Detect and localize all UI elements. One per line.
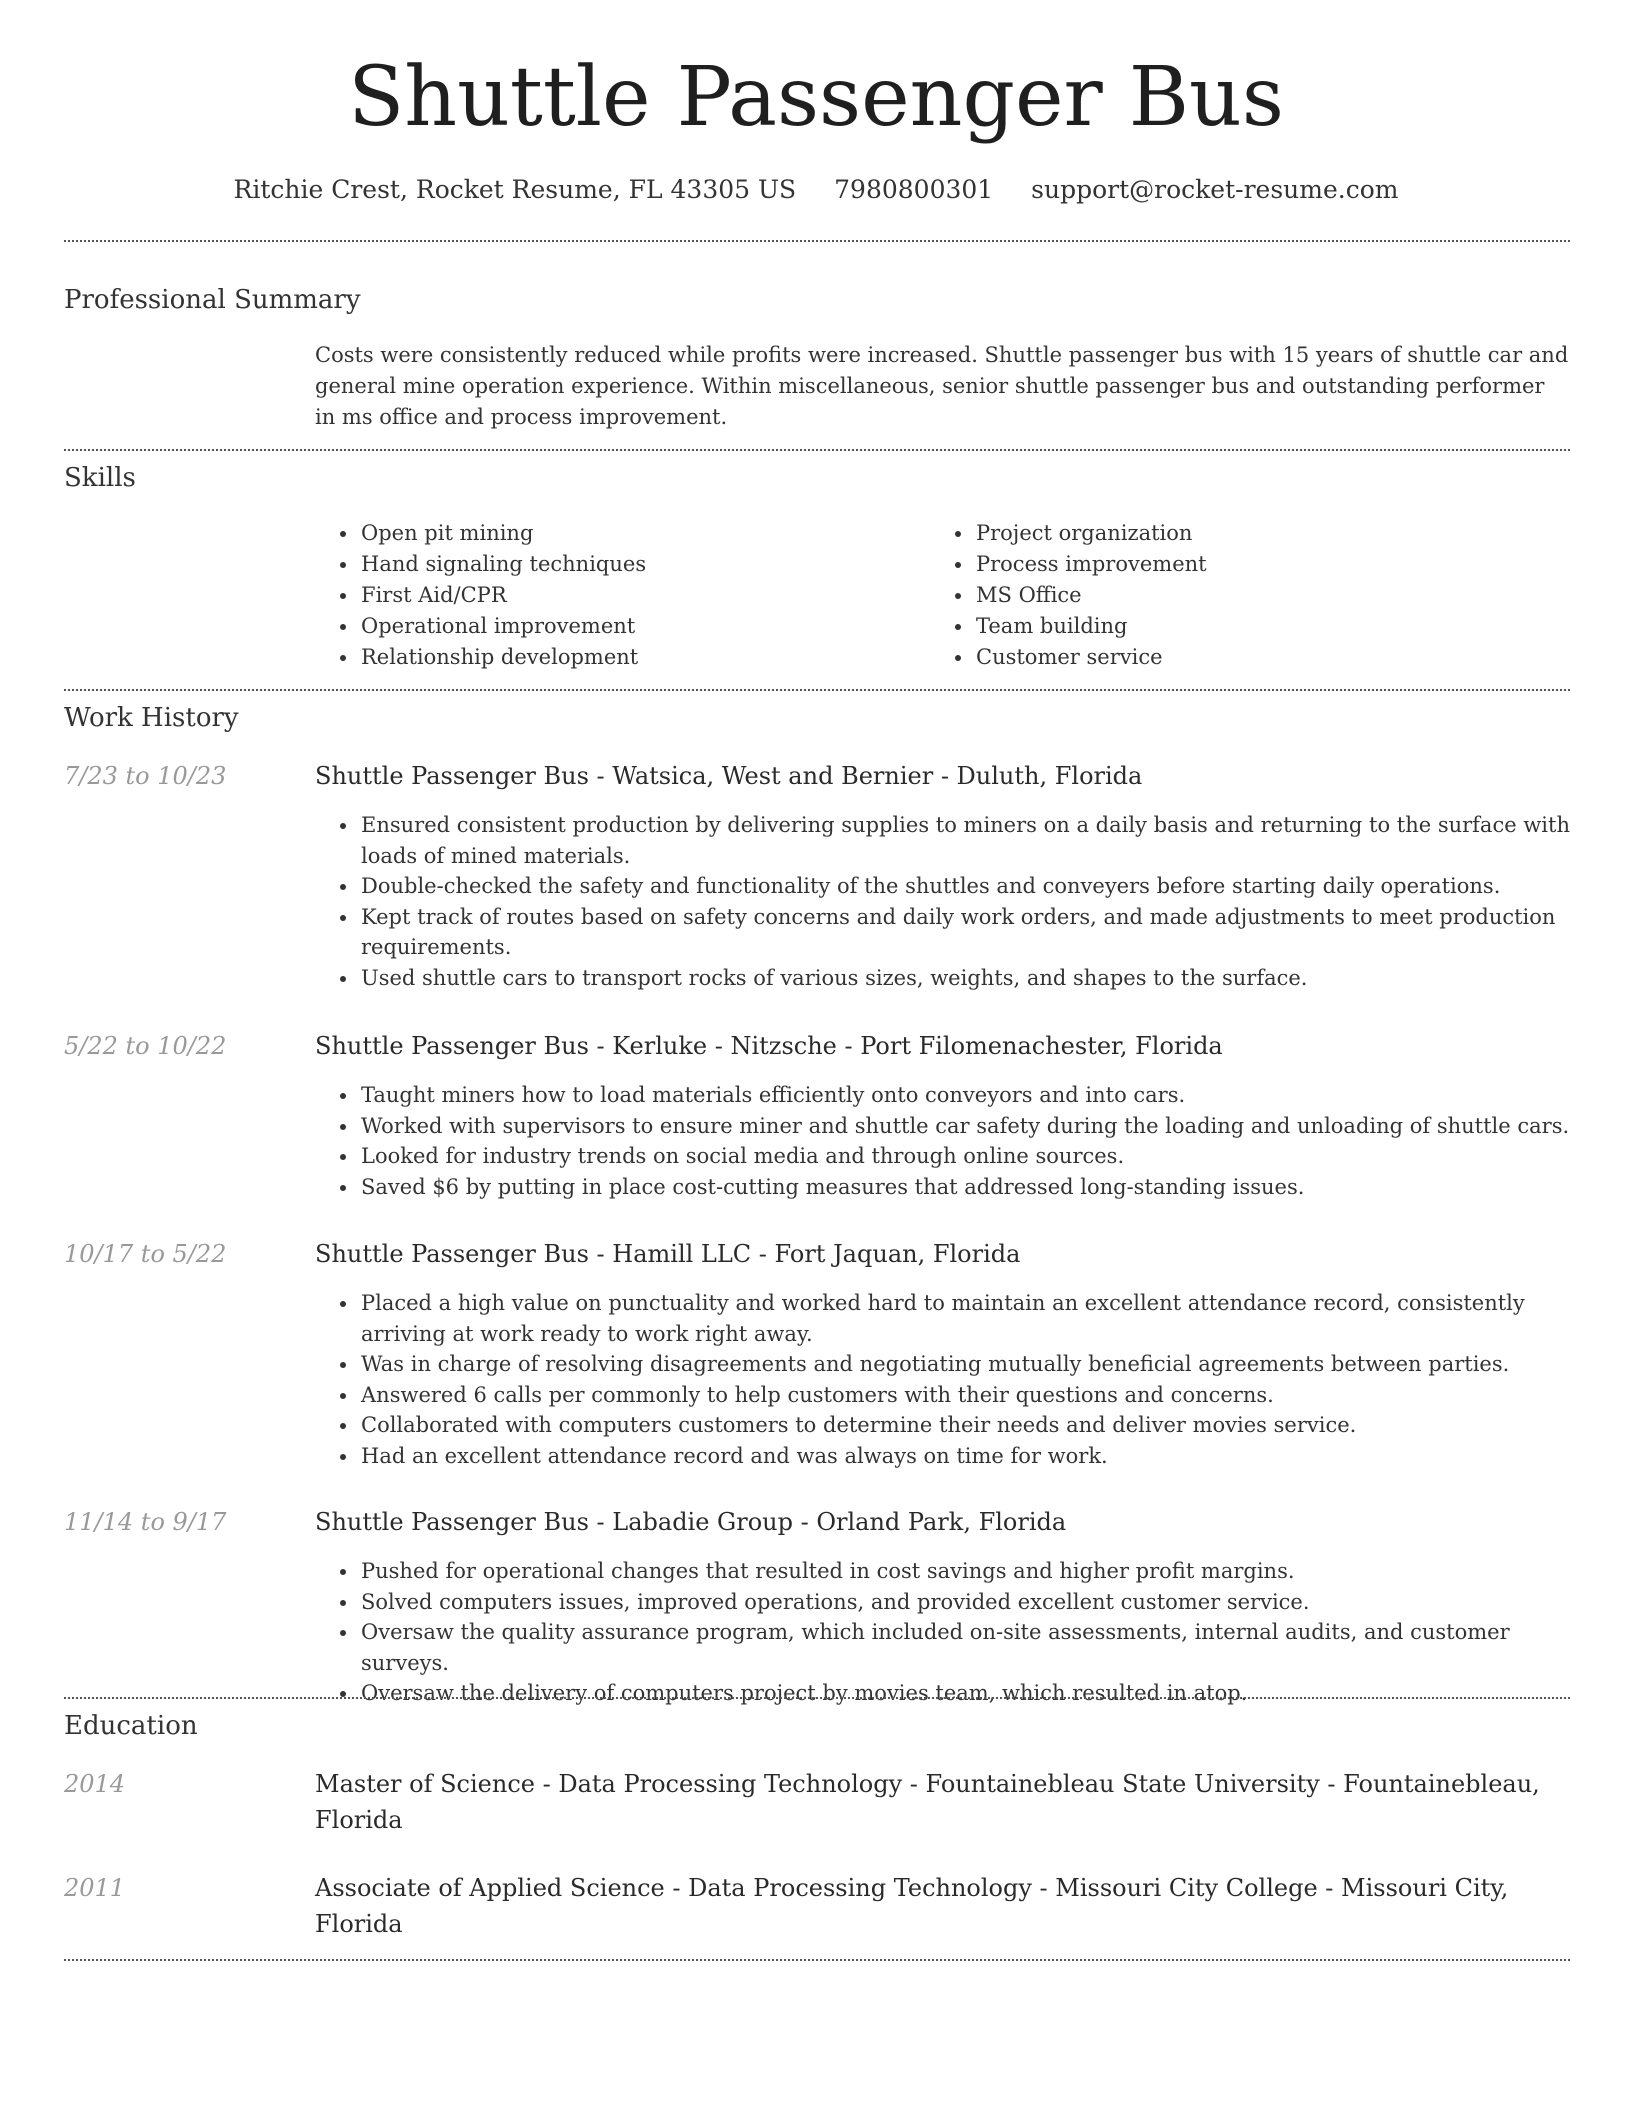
job-dates: 7/23 to 10/23 (64, 762, 227, 790)
job-title: Shuttle Passenger Bus - Labadie Group - Orland Park, Florida (315, 1508, 1067, 1536)
job-bullet: • Oversaw the delivery of computers project by movies team, which resulted in atop. (359, 1678, 1570, 1709)
job-bullet: • Solved computers issues, improved operations, and provided excellent customer service. (359, 1587, 1570, 1618)
job-bullet: • Looked for industry trends on social media and through online sources. (359, 1141, 1570, 1172)
education-year: 2014 (64, 1770, 126, 1798)
skills-list-right (930, 518, 1534, 673)
job-bullet: • Oversaw the quality assurance program, which included on-site assessments, internal audits, and customer surveys. (359, 1617, 1570, 1678)
job-bullet: • Kept track of routes based on safety concerns and daily work orders, and made adjustments to meet production requirements. (359, 902, 1570, 963)
skills-list-left (315, 518, 919, 673)
divider (64, 1959, 1570, 1961)
summary-text: Costs were consistently reduced while profits were increased. Shuttle passenger bus with 15 years of shuttle car and general mine operation experience. Within miscellaneous, senior shuttle passenger bus and outstanding performer in ms office and process improvement. (315, 343, 1569, 429)
skill-item: • Open pit mining (359, 518, 919, 549)
divider (64, 1697, 1570, 1699)
job-bullet: • Had an excellent attendance record and was always on time for work. (359, 1441, 1570, 1472)
divider (64, 689, 1570, 691)
skill-item: • Relationship development (359, 642, 919, 673)
divider (64, 449, 1570, 451)
job-dates: 10/17 to 5/22 (64, 1240, 227, 1268)
education-heading: Education (64, 1711, 198, 1741)
skills-heading: Skills (64, 463, 136, 493)
job-bullet: • Worked with supervisors to ensure miner and shuttle car safety during the loading and unloading of shuttle cars. (359, 1111, 1570, 1142)
resume-name: Shuttle Passenger Bus (348, 50, 1284, 145)
education-degree: Associate of Applied Science - Data Processing Technology - Missouri City College - Missouri City, Florida (315, 1874, 1509, 1938)
job-dates: 5/22 to 10/22 (64, 1032, 227, 1060)
skill-item: • Customer service (974, 642, 1534, 673)
skill-item: • MS Office (974, 580, 1534, 611)
skill-item: • Team building (974, 611, 1534, 642)
skill-item: • Operational improvement (359, 611, 919, 642)
skill-item: • Process improvement (974, 549, 1534, 580)
contact-address: Ritchie Crest, Rocket Resume, FL 43305 US (233, 175, 797, 204)
divider (64, 240, 1570, 242)
contact-email: support@rocket-resume.com (1031, 175, 1399, 204)
job-bullet: • Taught miners how to load materials efficiently onto conveyors and into cars. (359, 1080, 1570, 1111)
job-bullets (315, 810, 1570, 993)
job-dates: 11/14 to 9/17 (64, 1508, 227, 1536)
job-bullet: • Answered 6 calls per commonly to help customers with their questions and concerns. (359, 1380, 1570, 1411)
job-bullets (315, 1556, 1570, 1709)
education-year: 2011 (64, 1874, 126, 1902)
job-bullets (315, 1288, 1570, 1471)
job-bullet: • Collaborated with computers customers to determine their needs and deliver movies service. (359, 1410, 1570, 1441)
skill-item: • First Aid/CPR (359, 580, 919, 611)
job-bullet: • Pushed for operational changes that resulted in cost savings and higher profit margins. (359, 1556, 1570, 1587)
job-bullet: • Was in charge of resolving disagreements and negotiating mutually beneficial agreements between parties. (359, 1349, 1570, 1380)
skill-item: • Project organization (974, 518, 1534, 549)
job-title: Shuttle Passenger Bus - Kerluke - Nitzsche - Port Filomenachester, Florida (315, 1032, 1223, 1060)
job-title: Shuttle Passenger Bus - Watsica, West and Bernier - Duluth, Florida (315, 762, 1143, 790)
job-title: Shuttle Passenger Bus - Hamill LLC - Fort Jaquan, Florida (315, 1240, 1021, 1268)
contact-phone: 7980800301 (834, 175, 994, 204)
job-bullet: • Saved $6 by putting in place cost-cutting measures that addressed long-standing issues. (359, 1172, 1570, 1203)
job-bullet: • Placed a high value on punctuality and worked hard to maintain an excellent attendance record, consistently arriving at work ready to work right away. (359, 1288, 1570, 1349)
job-bullets (315, 1080, 1570, 1202)
job-bullet: • Used shuttle cars to transport rocks of various sizes, weights, and shapes to the surface. (359, 963, 1570, 994)
summary-heading: Professional Summary (64, 285, 361, 315)
work-heading: Work History (64, 703, 239, 733)
contact-line (0, 170, 1632, 210)
job-bullet: • Double-checked the safety and functionality of the shuttles and conveyers before starting daily operations. (359, 871, 1570, 902)
education-degree: Master of Science - Data Processing Technology - Fountainebleau State University - Fountainebleau, Florida (315, 1770, 1540, 1834)
job-bullet: • Ensured consistent production by delivering supplies to miners on a daily basis and returning to the surface with loads of mined materials. (359, 810, 1570, 871)
skill-item: • Hand signaling techniques (359, 549, 919, 580)
